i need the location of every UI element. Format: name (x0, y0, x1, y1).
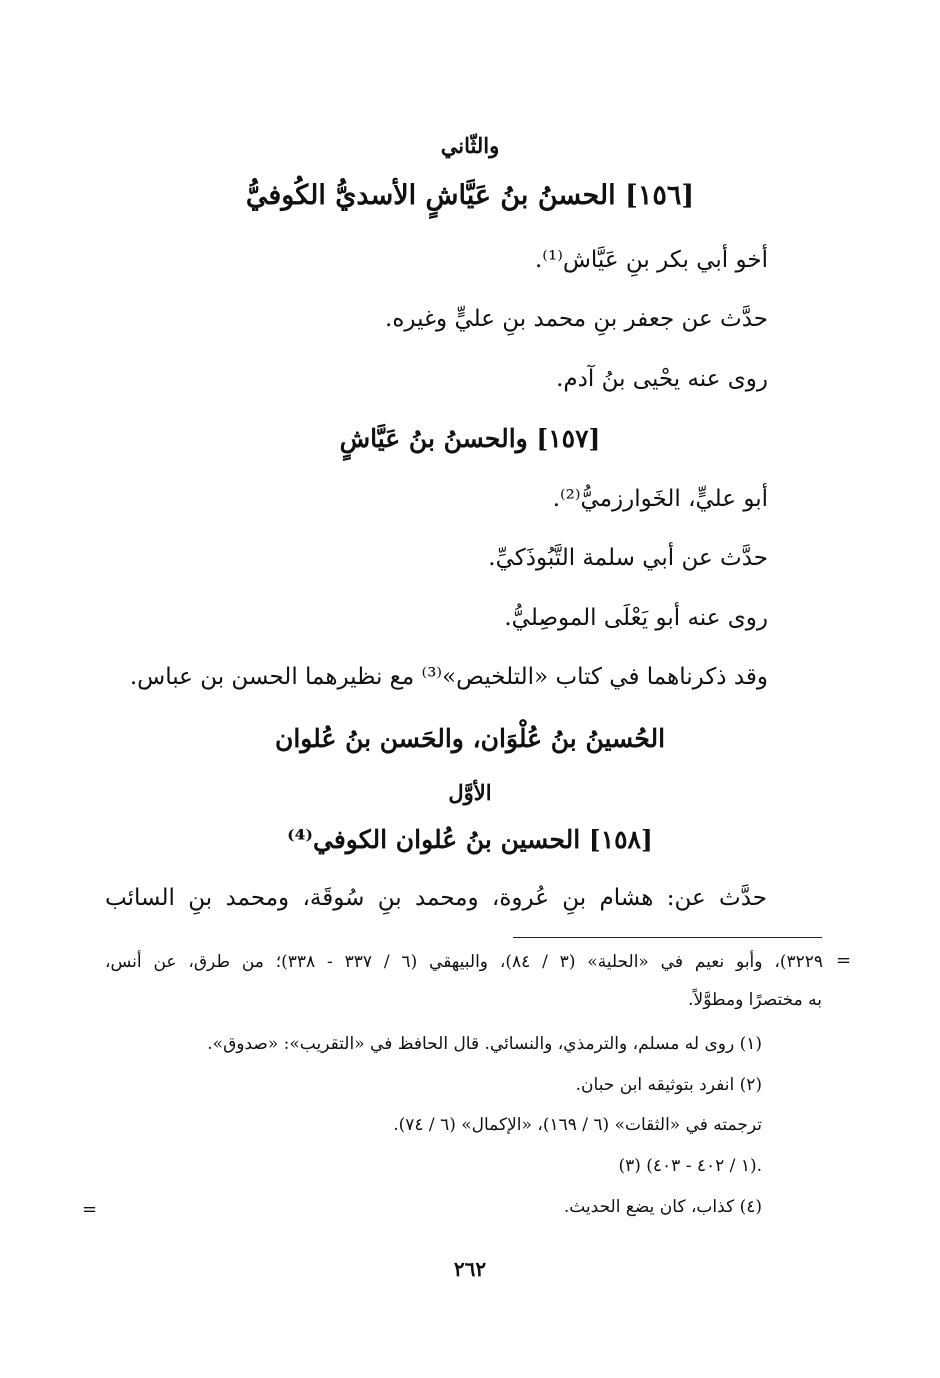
section-title-husayn-hasan-ibn-ulwan: الحُسينُ بنُ عُلْوَان، والحَسن بنُ عُلوان (274, 724, 666, 753)
continuation-marker: = (836, 950, 852, 971)
entry-156-line-3: روى عنه يحْيى بنُ آدم. (556, 366, 768, 392)
footnote-continuation-line-1: ٣٢٢٩)، وأبو نعيم في «الحلية» (٣ / ٨٤)، والبيهقي (٦ / ٣٣٧ - ٣٣٨)؛ من طرق، عن أنس، (105, 952, 823, 972)
page-number: ٢٦٢ (453, 1257, 487, 1281)
footnote-continuation-line-2: به مختصرًا ومطوَّلاً. (688, 990, 822, 1010)
footnote-4: (٤) كذاب، كان يضع الحديث. (563, 1197, 762, 1217)
section-label-second: والثّاني (440, 133, 500, 158)
entry-157-line-3: روى عنه أبو يَعْلَى الموصِليُّ. (504, 605, 768, 631)
footnote-2: (٢) انفرد بتوثيقه ابن حبان. (575, 1075, 762, 1095)
entry-157-line-1: أبو عليٍّ، الخَوارزميُّ⁽²⁾. (552, 486, 768, 512)
entry-156-line-2: حدَّث عن جعفر بنِ محمد بنِ عليٍّ وغيره. (385, 306, 768, 332)
footnote-3: (٣) (١ / ٤٠٢ - ٤٠٣). (618, 1156, 762, 1176)
entry-158-line-1: حدَّث عن: هشام بنِ عُروة، ومحمد بنِ سُوقَة، ومحمد بنِ السائب (105, 885, 767, 911)
section-label-first: الأوَّل (448, 780, 492, 805)
footnote-2-continuation: ترجمته في «الثقات» (٦ / ١٦٩)، «الإكمال» (٦ / ٧٤). (393, 1115, 762, 1135)
entry-157-title: [١٥٧] والحسنُ بنُ عَيَّاشٍ (339, 424, 601, 453)
footnote-1: (١) روى له مسلم، والترمذي، والنسائي. قال الحافظ في «التقريب»: «صدوق». (207, 1034, 762, 1054)
entry-157-line-4: وقد ذكرناهما في كتاب «التلخيص»⁽³⁾ مع نظيرهما الحسن بن عباس. (129, 664, 768, 690)
bottom-continuation-marker: = (82, 1199, 98, 1220)
entry-156-line-1: أخو أبي بكر بنِ عَيَّاش⁽¹⁾. (535, 247, 768, 273)
entry-156-title: [١٥٦] الحسنُ بنُ عَيَّاشٍ الأسديُّ الكُوفيُّ (245, 180, 695, 211)
entry-158-title: [١٥٨] الحسين بنُ عُلوان الكوفي⁽⁴⁾ (287, 825, 653, 854)
footnote-separator (513, 937, 822, 938)
entry-157-line-2: حدَّث عن أبي سلمة التَّبُوذَكيِّ. (488, 545, 768, 571)
